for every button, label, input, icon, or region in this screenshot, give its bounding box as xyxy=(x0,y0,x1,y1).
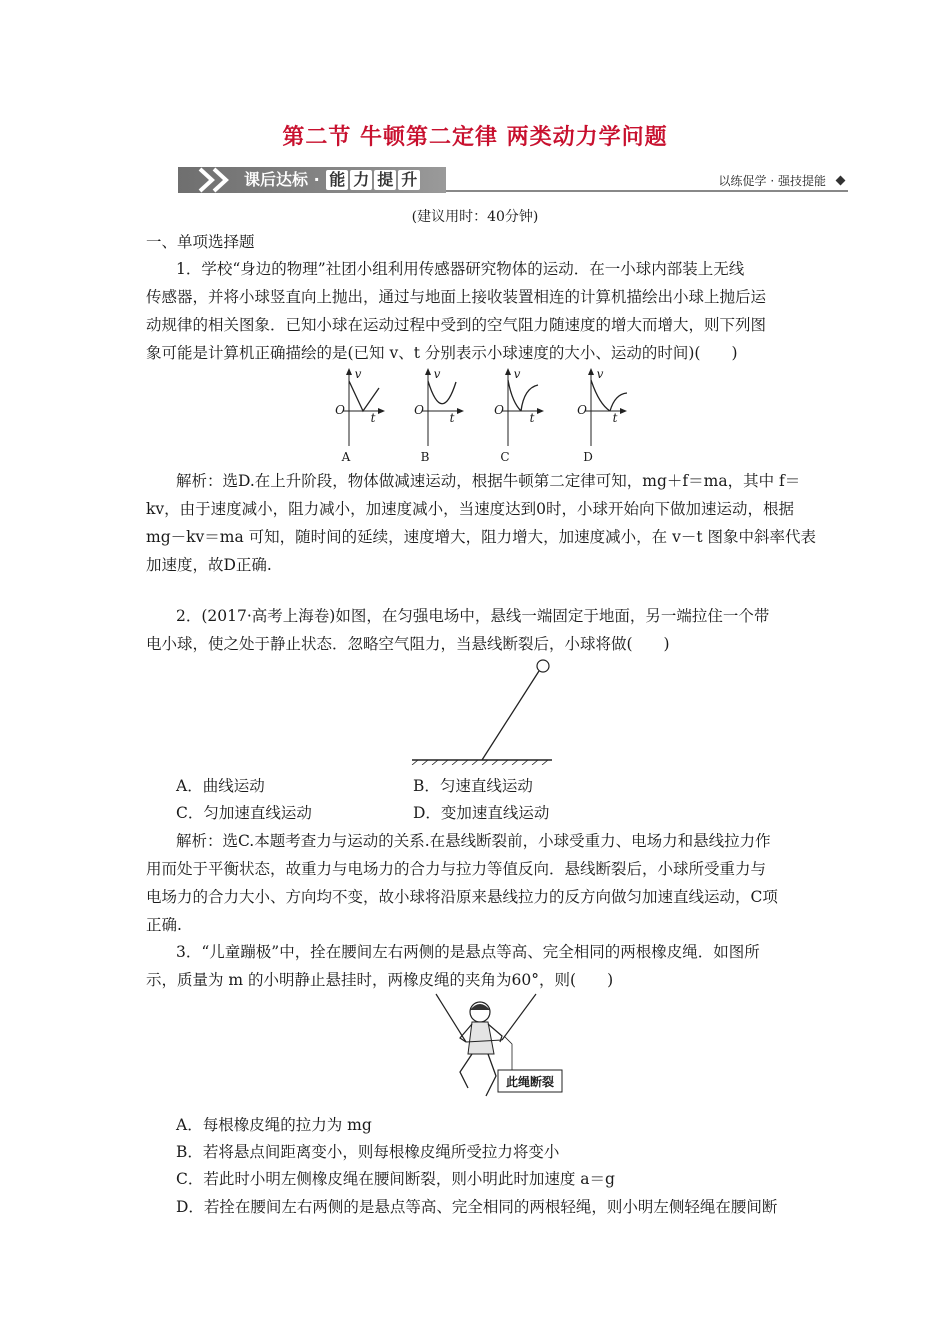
q2-option-b: B．匀速直线运动 xyxy=(413,777,533,795)
banner-box-2: 力 xyxy=(350,170,372,190)
graph-c-t-label: t xyxy=(529,411,535,425)
q3-line: 3．“儿童蹦极”中，拴在腰间左右两侧的是悬点等高、完全相同的两根橡皮绳．如图所 xyxy=(176,943,760,961)
time-hint: (建议用时：40分钟) xyxy=(411,209,539,225)
graph-c-origin: O xyxy=(494,403,504,417)
section-banner xyxy=(178,164,848,196)
graph-b-label: B xyxy=(420,450,430,464)
double-chevron-icon xyxy=(196,167,240,193)
pendulum-figure xyxy=(400,655,560,765)
q2-option-d: D．变加速直线运动 xyxy=(413,804,550,822)
graph-c-v-label: v xyxy=(513,367,521,381)
q3-option-a: A．每根橡皮绳的拉力为 mg xyxy=(176,1116,372,1134)
graph-b-v-label: v xyxy=(433,367,441,381)
q3-option-c: C．若此时小明左侧橡皮绳在腰间断裂，则小明此时加速度 a＝g xyxy=(176,1170,615,1188)
banner-prefix: 课后达标 · xyxy=(244,170,326,189)
banner-box-3: 提 xyxy=(374,170,396,190)
banner-box-4: 升 xyxy=(398,170,420,190)
q3-line: 示，质量为 m 的小明静止悬挂时，两橡皮绳的夹角为60°，则( ) xyxy=(146,971,614,989)
graph-d-v-label: v xyxy=(596,367,604,381)
banner-underline xyxy=(446,190,848,192)
q2-line: 2．(2017·高考上海卷)如图，在匀强电场中，悬线一端固定于地面，另一端拉住一个带 xyxy=(176,607,770,625)
q2-option-c: C．匀加速直线运动 xyxy=(176,804,312,822)
graph-d-origin: O xyxy=(577,403,587,417)
q1-analysis-line: mg－kv＝ma 可知，随时间的延续，速度增大，阻力增大，加速度减小，在 v－t 图象中斜率代表 xyxy=(146,528,816,546)
graph-b-origin: O xyxy=(414,403,424,417)
q2-analysis-line: 电场力的合力大小、方向均不变，故小球将沿原来悬线拉力的反方向做匀加速直线运动，C项 xyxy=(146,888,778,906)
graph-c-label: C xyxy=(500,450,510,464)
q1-line: 1．学校“身边的物理”社团小组利用传感器研究物体的运动．在一小球内部装上无线 xyxy=(176,260,745,278)
diamond-icon xyxy=(836,176,846,186)
graph-b-t-label: t xyxy=(449,411,455,425)
q1-line: 象可能是计算机正确描绘的是(已知 v、t 分别表示小球速度的大小、运动的时间)( ) xyxy=(146,344,738,362)
section-heading: 一、单项选择题 xyxy=(146,233,255,251)
page-title: 第二节 牛顿第二定律 两类动力学问题 xyxy=(282,125,668,150)
q1-analysis-line: 解析：选D.在上升阶段，物体做减速运动，根据牛顿第二定律可知，mg＋f＝ma，其中 f＝ xyxy=(176,472,801,490)
graph-a-label: A xyxy=(341,450,351,464)
graph-a-origin: O xyxy=(335,403,345,417)
graph-d-t-label: t xyxy=(612,411,618,425)
banner-box-1: 能 xyxy=(326,170,348,190)
q2-analysis-line: 解析：选C.本题考查力与运动的关系.在悬线断裂前，小球受重力、电场力和悬线拉力作 xyxy=(176,832,771,850)
q1-analysis-line: 加速度，故D正确. xyxy=(146,556,272,574)
q2-analysis-line: 正确. xyxy=(146,916,182,934)
q3-option-b: B．若将悬点间距离变小，则每根橡皮绳所受拉力将变小 xyxy=(176,1143,560,1161)
q3-option-d: D．若拴在腰间左右两侧的是悬点等高、完全相同的两根轻绳，则小明左侧轻绳在腰间断 xyxy=(176,1198,778,1216)
graph-a-t-label: t xyxy=(370,411,376,425)
figure-label-rope-break: 此绳断裂 xyxy=(505,1075,554,1089)
q1-line: 传感器，并将小球竖直向上抛出，通过与地面上接收装置相连的计算机描绘出小球上抛后运 xyxy=(146,288,767,306)
q1-analysis-line: kv，由于速度减小，阻力减小，加速度减小，当速度达到0时，小球开始向下做加速运动，根据 xyxy=(146,500,795,518)
graph-d-label: D xyxy=(583,450,593,464)
q2-analysis-line: 用而处于平衡状态，故重力与电场力的合力与拉力等值反向．悬线断裂后，小球所受重力与 xyxy=(146,860,767,878)
banner-slogan: 以练促学 · 强技提能 xyxy=(718,174,826,188)
q2-option-a: A．曲线运动 xyxy=(176,777,265,795)
graph-a-v-label: v xyxy=(354,367,362,381)
q1-line: 动规律的相关图象．已知小球在运动过程中受到的空气阻力随速度的增大而增大，则下列图 xyxy=(146,316,767,334)
banner-text xyxy=(244,167,421,193)
q2-line: 电小球，使之处于静止状态．忽略空气阻力，当悬线断裂后，小球将做( ) xyxy=(146,635,670,653)
